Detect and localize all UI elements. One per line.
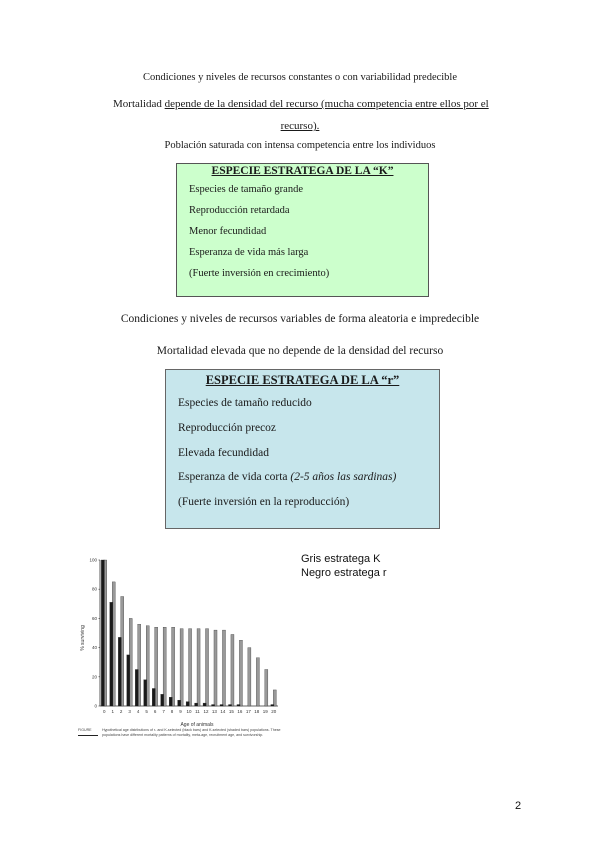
- conditions-k: Condiciones y niveles de recursos constantes o con variabilidad predecible: [142, 72, 458, 83]
- chart-bars: [101, 560, 276, 706]
- y-tick-label: 60: [91, 615, 97, 621]
- mortality-k-underlined: depende de la densidad del recurso (mucha competencia entre ellos por el: [164, 98, 489, 110]
- mortality-k: [113, 98, 493, 110]
- bar-k: [180, 629, 183, 706]
- bar-r: [169, 697, 172, 706]
- k-strategy-box: [176, 163, 429, 297]
- mortality-k-end: recurso).: [280, 120, 320, 132]
- x-tick-label: 19: [262, 709, 268, 714]
- bar-r: [152, 688, 155, 706]
- r-item-3: Elevada fecundidad: [178, 447, 269, 459]
- bar-r: [178, 700, 181, 706]
- bar-r: [110, 602, 113, 706]
- y-tick-label: 20: [91, 674, 97, 680]
- x-tick-label: 14: [220, 709, 226, 714]
- bar-r: [135, 670, 138, 707]
- bar-k: [172, 627, 175, 706]
- bar-r: [101, 560, 104, 706]
- bar-k: [222, 630, 225, 706]
- bar-k: [197, 629, 200, 706]
- chart-caption: Hypothetical age distributions of r- and K-selected (black bars) and K-selected (shaded bars) populations. These populations have different mortality patterns of mortality, meta-age, recruitment age, and survivorship.: [102, 728, 281, 737]
- x-tick-label: 0: [102, 709, 106, 714]
- x-tick-label: 7: [162, 709, 165, 714]
- bar-k: [265, 670, 268, 707]
- r-item-4: [178, 471, 396, 483]
- bar-k: [231, 634, 234, 706]
- bar-r: [161, 694, 164, 706]
- bar-k: [248, 648, 251, 706]
- k-item-1: Especies de tamaño grande: [189, 184, 303, 195]
- bar-r: [127, 655, 130, 706]
- bar-k: [273, 690, 276, 706]
- x-tick-label: 17: [245, 709, 251, 714]
- r-item-5: (Fuerte inversión en la reproducción): [178, 496, 350, 508]
- x-tick-label: 5: [145, 709, 148, 714]
- x-tick-label: 10: [186, 709, 192, 714]
- bar-r: [186, 702, 189, 706]
- r-item-1: Especies de tamaño reducido: [178, 397, 312, 409]
- r-box-title: ESPECIE ESTRATEGA DE LA “r”: [205, 373, 400, 387]
- y-tick-label: 80: [91, 586, 97, 592]
- r-strategy-box: [165, 369, 440, 529]
- bar-k: [205, 629, 208, 706]
- chart-caption-label: FIGURE: [78, 728, 92, 732]
- x-tick-label: 12: [203, 709, 209, 714]
- legend: [301, 552, 387, 580]
- y-tick-label: 100: [89, 557, 97, 563]
- x-tick-label: 4: [136, 709, 140, 714]
- x-tick-label: 18: [254, 709, 260, 714]
- legend-k: Gris estratega K: [301, 553, 381, 565]
- x-tick-label: 11: [195, 709, 200, 714]
- bar-r: [212, 705, 215, 706]
- r-item-4-italic: (2-5 años las sardinas): [290, 471, 397, 483]
- caption-rule: [78, 735, 98, 736]
- population-k: Población saturada con intensa competencia entre los individuos: [164, 140, 436, 151]
- k-item-3: Menor fecundidad: [189, 226, 267, 237]
- mortality-r: Mortalidad elevada que no depende de la densidad del recurso: [156, 345, 444, 357]
- y-tick-label: 40: [91, 645, 97, 651]
- x-tick-label: 16: [237, 709, 243, 714]
- x-tick-label: 8: [170, 709, 174, 714]
- x-tick-label: 3: [128, 709, 131, 714]
- bar-r: [228, 705, 231, 706]
- bar-k: [214, 630, 217, 706]
- k-item-4: Esperanza de vida más larga: [189, 247, 309, 258]
- y-tick-label: 0: [94, 703, 97, 709]
- chart-xlabel: Age of animals: [180, 722, 214, 728]
- bar-r: [118, 637, 121, 706]
- legend-r: Negro estratega r: [301, 567, 387, 579]
- r-item-2: Reproducción precoz: [178, 422, 277, 434]
- x-tick-label: 13: [211, 709, 217, 714]
- x-tick-label: 2: [119, 709, 123, 714]
- x-tick-label: 20: [271, 709, 277, 714]
- bar-r: [144, 680, 147, 706]
- bar-k: [189, 629, 192, 706]
- chart-ylabel: % surviving: [80, 625, 86, 651]
- bar-k: [239, 640, 242, 706]
- bar-r: [237, 705, 240, 706]
- k-item-5: (Fuerte inversión en crecimiento): [189, 268, 330, 279]
- bar-r: [195, 703, 198, 706]
- x-tick-label: 6: [153, 709, 157, 714]
- x-tick-label: 9: [179, 709, 182, 714]
- bar-r: [271, 705, 274, 706]
- bar-r: [220, 705, 223, 706]
- conditions-r: Condiciones y niveles de recursos variables de forma aleatoria e impredecible: [120, 313, 480, 325]
- bar-r: [203, 703, 206, 706]
- k-box-title: ESPECIE ESTRATEGA DE LA “K”: [211, 165, 394, 177]
- x-tick-label: 1: [111, 709, 114, 714]
- r-item-4-text: Esperanza de vida corta: [178, 471, 291, 483]
- x-tick-label: 15: [228, 709, 234, 714]
- mortality-k-lead: Mortalidad: [113, 98, 165, 110]
- k-item-2: Reproducción retardada: [189, 205, 290, 216]
- bar-k: [256, 658, 259, 706]
- page-number: 2: [515, 800, 522, 812]
